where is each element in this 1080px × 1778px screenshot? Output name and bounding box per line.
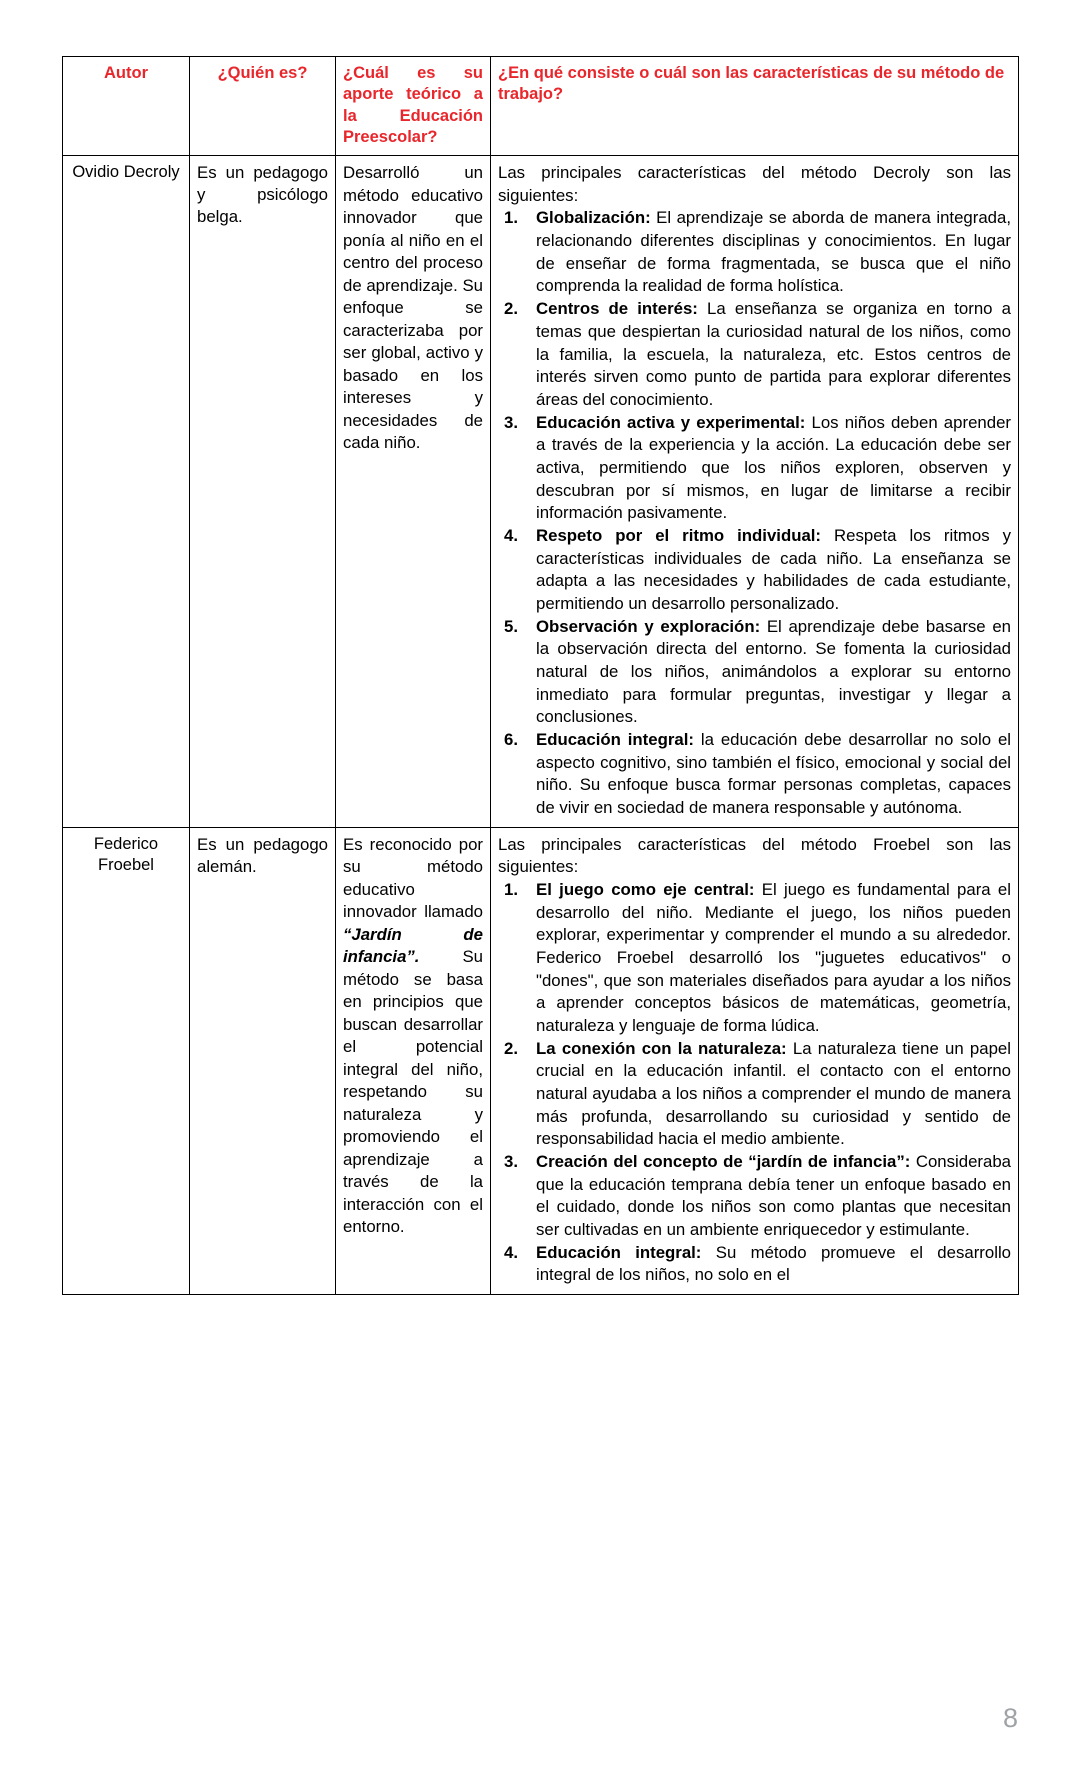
- list-item-term: Centros de interés:: [536, 299, 698, 319]
- list-item: [498, 1038, 1011, 1151]
- table-row: [63, 827, 1019, 1294]
- list-item-term: Educación activa y experimental:: [536, 412, 806, 432]
- list-item: [498, 1242, 1011, 1287]
- list-item-text: El juego es fundamental para el desarrollo del niño. Mediante el juego, los niños pueden explorar, experimentar y comprender el mundo a su alrededor. Federico Froebel desarrolló los "juguetes educativos" o "dones", que son materiales diseñados para ayudar a los niños a aprender conceptos básicos de matemáticas, geometría, naturaleza y lenguaje de forma lúdica.: [536, 879, 1011, 1035]
- list-item-text: Respeta los ritmos y características individuales de cada niño. La enseñanza se adapta a las necesidades y habilidades de cada estudiante, permitiendo un desarrollo personalizado.: [536, 525, 1011, 613]
- cell-aporte-teorico: Desarrolló un método educativo innovador que ponía al niño en el centro del proceso de aprendizaje. Su enfoque se caracterizaba por ser global, activo y basado en los intereses y necesidades de cada niño.: [336, 156, 491, 827]
- list-item: [498, 729, 1011, 820]
- column-header-quien-es: ¿Quién es?: [190, 57, 336, 156]
- aporte-emphasis: “Jardín de infancia”.: [343, 924, 483, 967]
- list-item-number: 1.: [504, 208, 518, 228]
- list-item-term: Observación y exploración:: [536, 616, 761, 636]
- list-item-term: Educación integral:: [536, 729, 694, 749]
- list-item-number: 4.: [504, 1242, 518, 1262]
- cell-aporte-teorico: [336, 827, 491, 1294]
- authors-comparison-table: [62, 56, 1019, 1295]
- list-item-number: 3.: [504, 412, 518, 432]
- list-item-text: Su método promueve el desarrollo integral de los niños, no solo en el: [536, 1242, 1012, 1285]
- list-item-term: Educación integral:: [536, 1242, 702, 1262]
- list-item: [498, 616, 1011, 729]
- list-item-text: La enseñanza se organiza en torno a temas que despiertan la curiosidad natural de los niños, como la familia, la escuela, la naturaleza, etc. Estos centros de interés sirven como punto de partida para explorar diferentes áreas del conocimiento.: [536, 299, 1011, 409]
- list-item-term: Respeto por el ritmo individual:: [536, 525, 822, 545]
- table-header-row: [63, 57, 1019, 156]
- list-item-text: la educación debe desarrollar no solo el aspecto cognitivo, sino también el físico, emocional y social del niño. Su enfoque busca formar personas completas, capaces de vivir en sociedad de manera responsable y autónoma.: [536, 729, 1012, 817]
- list-item-number: 6.: [504, 729, 518, 749]
- page-number: 8: [1002, 1703, 1018, 1733]
- list-item: [498, 298, 1011, 411]
- aporte-text-part2: Su método se basa en principios que buscan desarrollar el potencial integral del niño, respetando su naturaleza y promoviendo el aprendizaje a través de la interacción con el entorno.: [343, 947, 483, 1237]
- cell-quien-es: Es un pedagogo alemán.: [190, 827, 336, 1294]
- list-item-number: 4.: [504, 525, 518, 545]
- cell-quien-es: Es un pedagogo y psicólogo belga.: [190, 156, 336, 827]
- cell-autor: Ovidio Decroly: [63, 156, 190, 827]
- cell-metodo-de-trabajo: [491, 827, 1019, 1294]
- list-item: [498, 207, 1011, 298]
- list-item-text: El aprendizaje debe basarse en la observación directa del entorno. Se fomenta la curiosidad natural de los niños, animándolos a explorar su entorno inmediato para formular preguntas, investigar y llegar a conclusiones.: [536, 616, 1011, 727]
- list-item-term: La conexión con la naturaleza:: [536, 1038, 787, 1058]
- list-item-term: Globalización:: [536, 208, 651, 228]
- list-item-text: Los niños deben aprender a través de la experiencia y la acción. La educación debe ser activa, permitiendo que los niños exploren, observen y descubran por sí mismos, en lugar de limitarse a recibir información pasivamente.: [536, 412, 1011, 523]
- list-item-number: 2.: [504, 299, 518, 319]
- list-item-term: El juego como eje central:: [536, 879, 755, 899]
- list-item: [498, 879, 1011, 1038]
- metodo-intro: Las principales características del método Decroly son las siguientes:: [498, 163, 1011, 205]
- list-item: [498, 1151, 1011, 1242]
- list-item-text: Consideraba que la educación temprana debía tener un enfoque basado en el cuidado, donde los niños son como plantas que necesitan ser cultivadas en un ambiente enriquecedor y estimulante.: [536, 1152, 1011, 1240]
- column-header-metodo-de-trabajo: ¿En qué consiste o cuál son las características de su método de trabajo?: [491, 57, 1019, 156]
- table-row: [63, 156, 1019, 827]
- list-item-number: 5.: [504, 616, 518, 636]
- list-item: [498, 525, 1011, 616]
- list-item: [498, 412, 1011, 525]
- cell-metodo-de-trabajo: [491, 156, 1019, 827]
- list-item-term: Creación del concepto de “jardín de infancia”:: [536, 1152, 911, 1172]
- column-header-aporte-teorico: ¿Cuál es su aporte teórico a la Educación Preescolar?: [336, 57, 491, 156]
- cell-autor: Federico Froebel: [63, 827, 190, 1294]
- metodo-list: [498, 879, 1011, 1287]
- list-item-number: 2.: [504, 1038, 518, 1058]
- column-header-autor: Autor: [63, 57, 190, 156]
- list-item-number: 1.: [504, 879, 518, 899]
- table-body: [63, 156, 1019, 1295]
- list-item-number: 3.: [504, 1152, 518, 1172]
- list-item-text: La naturaleza tiene un papel crucial en la educación infantil. el contacto con el entorno natural ayudaba a los niños a comprender el mundo de manera más profunda, desarrollando su curiosidad y sentido de responsabilidad hacia el medio ambiente.: [536, 1038, 1011, 1149]
- metodo-intro: Las principales características del método Froebel son las siguientes:: [498, 834, 1011, 877]
- metodo-list: [498, 207, 1011, 819]
- aporte-text-part1: Es reconocido por su método educativo innovador llamado: [343, 834, 483, 922]
- list-item-text: El aprendizaje se aborda de manera integrada, relacionando diferentes disciplinas y conocimientos. En lugar de enseñar de forma fragmentada, se busca que el niño comprenda la realidad de forma holística.: [536, 208, 1011, 296]
- table-header: [63, 57, 1019, 156]
